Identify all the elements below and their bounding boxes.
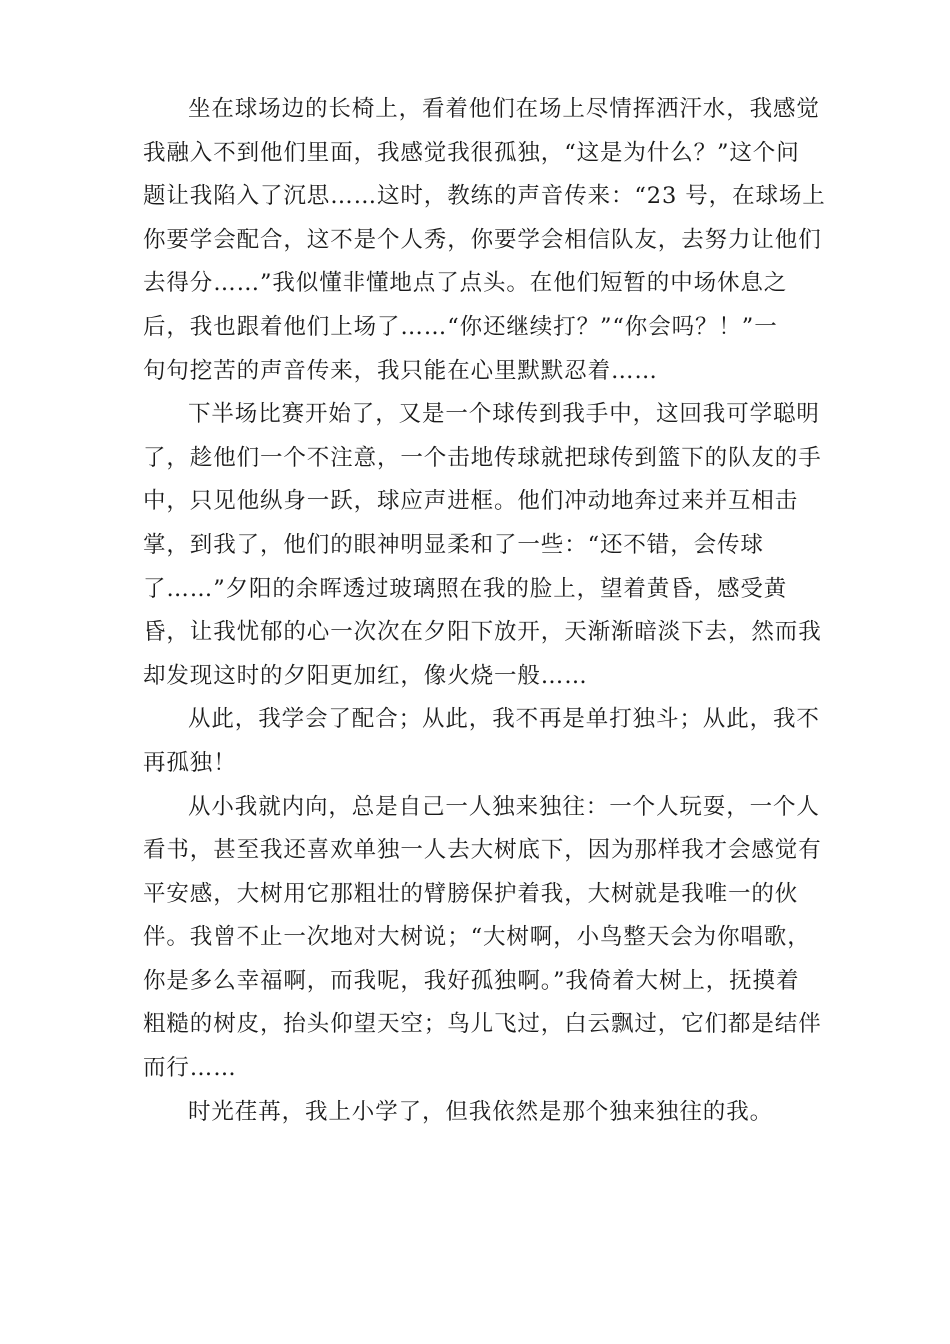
paragraph-1-line: 坐在球场边的长椅上，看着他们在场上尽情挥洒汗水，我感觉 [188, 96, 820, 122]
paragraph-1-line: 后，我也跟着他们上场了……“你还继续打？”“你会吗？！”一 [143, 313, 778, 340]
paragraph-2-line: 下半场比赛开始了，又是一个球传到我手中，这回我可学聪明 [188, 401, 820, 428]
paragraph-1-line: 去得分……”我似懂非懂地点了点头。在他们短暂的中场休息之 [143, 270, 788, 297]
paragraph-4-line: 而行…… [143, 1055, 237, 1082]
paragraph-2-line: 中，只见他纵身一跃，球应声进框。他们冲动地奔过来并互相击 [143, 488, 799, 515]
paragraph-5-line: 时光荏苒，我上小学了，但我依然是那个独来独往的我。 [188, 1098, 774, 1125]
paragraph-1-line: 句句挖苦的声音传来，我只能在心里默默忍着…… [143, 357, 658, 384]
paragraph-4-line: 粗糙的树皮，抬头仰望天空；鸟儿飞过，白云飘过，它们都是结伴 [143, 1011, 822, 1038]
paragraph-2-line: 昏，让我忧郁的心一次次在夕阳下放开，天渐渐暗淡下去，然而我 [143, 619, 822, 646]
paragraph-1-line: 我融入不到他们里面，我感觉我很孤独，“这是为什么？”这个问 [143, 139, 800, 166]
document-body [143, 88, 826, 1134]
paragraph-2-line: 了……”夕阳的余晖透过玻璃照在我的脸上，望着黄昏，感受黄 [143, 575, 788, 602]
paragraph-3-line: 从此，我学会了配合；从此，我不再是单打独斗；从此，我不 [188, 706, 820, 733]
paragraph-4-line: 看书，甚至我还喜欢单独一人去大树底下，因为那样我才会感觉有 [143, 837, 822, 864]
paragraph-4-line: 从小我就内向，总是自己一人独来独往：一个人玩耍，一个人 [188, 793, 820, 820]
paragraph-2-line: 掌，到我了，他们的眼神明显柔和了一些：“还不错，会传球 [143, 531, 764, 558]
paragraph-2-line: 了，趁他们一个不注意，一个击地传球就把球传到篮下的队友的手 [143, 444, 822, 471]
paragraph-3-line: 再孤独！ [143, 749, 237, 776]
paragraph-4-line: 你是多么幸福啊，而我呢，我好孤独啊。”我倚着大树上，抚摸着 [143, 967, 800, 994]
paragraph-2-line: 却发现这时的夕阳更加红，像火烧一般…… [143, 662, 588, 689]
paragraph-4-line: 平安感，大树用它那粗壮的臂膀保护着我，大树就是我唯一的伙 [143, 880, 799, 907]
paragraph-1-line: 题让我陷入了沉思……这时，教练的声音传来：“23 号，在球场上 [143, 183, 826, 210]
paragraph-1-line: 你要学会配合，这不是个人秀，你要学会相信队友，去努力让他们 [143, 226, 822, 253]
paragraph-4-line: 伴。我曾不止一次地对大树说；“大树啊，小鸟整天会为你唱歌， [143, 924, 811, 951]
